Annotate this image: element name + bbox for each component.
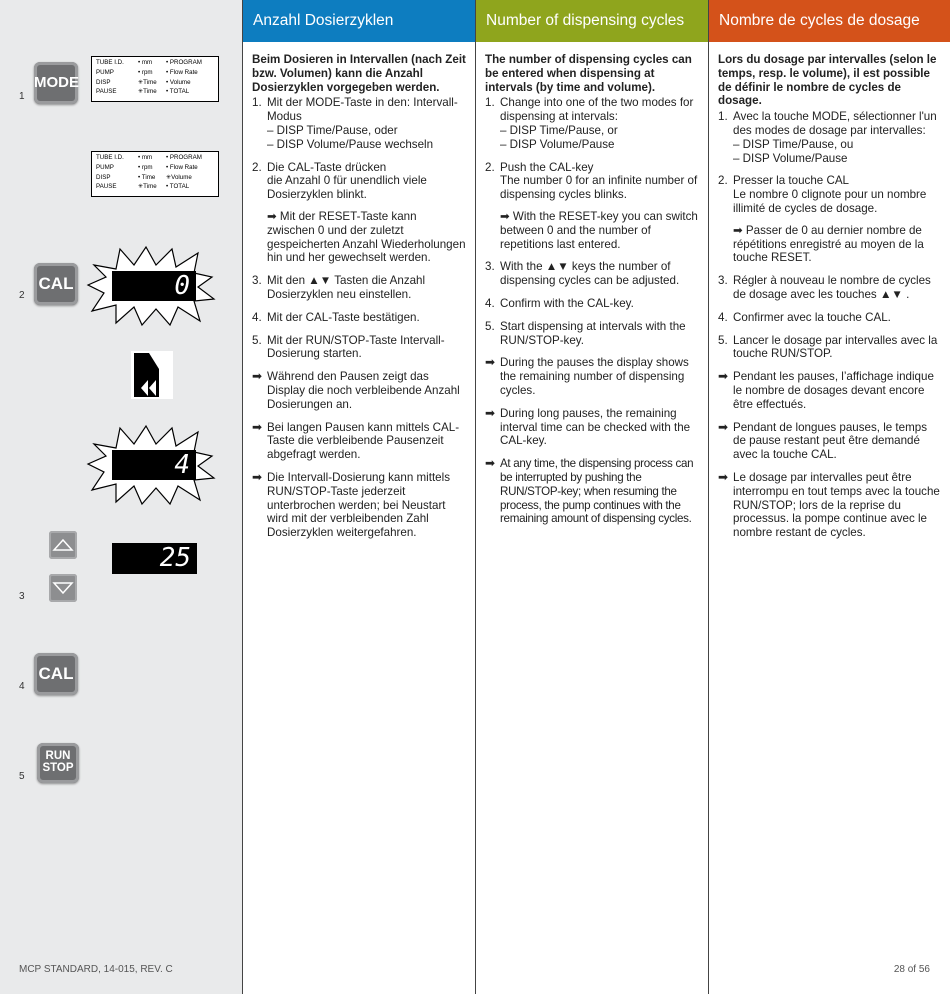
step-2-note: ➡ Mit der RESET-Taste kann zwischen 0 und der zuletzt gespeicherten Anzahl Wiederholungen hin und her gewechselt werden.: [267, 209, 466, 265]
step-text: – DISP Volume/Pause: [733, 151, 848, 165]
note-text: Bei langen Pausen kann mittels CAL-Taste die verbleibende Pausenzeit abgefragt werden.: [267, 420, 460, 462]
row-number-1: 1: [19, 91, 25, 102]
rewind-icon: [131, 351, 173, 399]
row-number-5: 5: [19, 771, 25, 782]
step-text: – DISP Time/Pause, ou: [733, 137, 854, 151]
step-number: 3.: [485, 260, 495, 274]
intro-text: Beim Dosieren in Intervallen (nach Zeit bzw. Volumen) kann die Anzahl Dosierzyklen vorgegeben werden.: [252, 53, 466, 94]
mode-indicator-panel-a: [91, 56, 219, 102]
step-text: – DISP Time/Pause, oder: [267, 123, 398, 137]
note-text: During long pauses, the remaining interval time can be checked with the CAL-key.: [500, 406, 691, 448]
column-french: [708, 0, 950, 994]
step-text: Start dispensing at intervals with the RUN/STOP-key.: [500, 319, 686, 347]
panel-mode: • PROGRAM: [166, 154, 202, 161]
step-text: Confirmer avec la touche CAL.: [733, 310, 891, 324]
step-number: 1.: [485, 96, 495, 110]
step-number: 3.: [718, 274, 728, 288]
step-text: Push the CAL-key: [500, 160, 594, 174]
row-number-2: 2: [19, 290, 25, 301]
step-text: Die CAL-Taste drücken: [267, 160, 387, 174]
cal-key[interactable]: [34, 653, 78, 695]
panel-unit: • rpm: [138, 68, 153, 76]
step-3: [252, 274, 467, 302]
panel-unit: ✳Time: [138, 183, 157, 191]
lcd-display-0: [112, 271, 196, 301]
panel-mode: ✳Volume: [166, 173, 192, 181]
step-3: [485, 260, 700, 288]
step-text: Lancer le dosage par intervalles avec la touche RUN/STOP.: [733, 333, 938, 361]
arrow-right-icon: ➡: [252, 369, 263, 384]
panel-unit: • mm: [138, 59, 153, 66]
triangle-down-icon: [49, 574, 77, 602]
step-number: 1.: [252, 96, 262, 110]
step-number: 2.: [485, 160, 495, 174]
arrow-right-icon: ➡: [485, 405, 496, 420]
panel-mode: • Flow Rate: [166, 163, 198, 171]
lcd-value: 4: [174, 450, 190, 480]
panel-label: DISP: [96, 173, 111, 181]
arrow-right-icon: ➡: [252, 419, 263, 434]
column-title: Nombre de cycles de dosage: [709, 0, 950, 42]
column-title: Anzahl Dosierzyklen: [243, 0, 475, 42]
panel-label: PAUSE: [96, 183, 117, 191]
step-number: 1.: [718, 110, 728, 124]
step-1: [485, 96, 700, 151]
lcd-display-4: [112, 450, 196, 480]
note: [252, 471, 467, 540]
note-text: Während den Pausen zeigt das Display die noch verbleibende Anzahl Dosierungen an.: [267, 370, 460, 411]
note: [718, 471, 942, 540]
step-5: [252, 334, 467, 362]
step-number: 3.: [252, 274, 262, 288]
step-4: [718, 311, 942, 325]
step-text: Mit der MODE-Taste in den: Intervall-Modus: [267, 96, 458, 124]
note-text: During the pauses the display shows the remaining number of dispensing cycles.: [500, 356, 689, 397]
column-title: Number of dispensing cycles: [476, 0, 708, 42]
step-number: 4.: [485, 296, 495, 310]
cal-key-label: CAL: [38, 274, 74, 293]
note: [252, 370, 467, 411]
step-text: The number 0 for an infinite number of dispensing cycles blinks.: [500, 174, 698, 202]
note: [485, 407, 700, 448]
step-text: Régler à nouveau le nombre de cycles de dosage avec les touches ▲▼ .: [733, 274, 931, 301]
arrow-right-icon: ➡: [485, 456, 495, 471]
panel-mode: • Flow Rate: [166, 68, 198, 76]
step-2: [485, 161, 700, 202]
intro-text: Lors du dosage par intervalles (selon le temps, resp. le volume), il est possible de définir le nombre de cycles de dosage.: [718, 53, 937, 108]
arrow-right-icon: ➡: [485, 355, 496, 370]
note-text: Pendant les pauses, l’affichage indique le nombre de dosages devant encore être effectués.: [733, 370, 934, 411]
step-5: [485, 320, 700, 348]
column-english: [475, 0, 708, 994]
note: [252, 421, 467, 462]
arrow-right-icon: ➡: [252, 469, 263, 484]
note: [718, 421, 942, 462]
step-text: die Anzahl 0 für unendlich viele Dosierzyklen blinkt.: [267, 174, 427, 202]
step-text: Avec la touche MODE, sélectionner l'un des modes de dosage par intervalles:: [733, 110, 937, 137]
panel-label: PUMP: [96, 163, 114, 171]
lcd-value: 0: [174, 271, 190, 301]
panel-unit: • rpm: [138, 163, 153, 171]
mode-key-label: MODE: [34, 74, 79, 91]
row-number-3: 3: [19, 591, 25, 602]
step-number: 5.: [485, 319, 495, 333]
panel-mode: • PROGRAM: [166, 59, 202, 66]
down-key[interactable]: [49, 574, 77, 602]
step-text: Confirm with the CAL-key.: [500, 296, 634, 310]
step-2: [252, 161, 467, 202]
step-text: With the ▲▼ keys the number of dispensing cycles can be adjusted.: [500, 260, 680, 288]
panel-unit: • mm: [138, 154, 153, 161]
page-number: 28 of 56: [893, 964, 930, 975]
cal-key[interactable]: [34, 263, 78, 305]
cal-key-label: CAL: [38, 664, 74, 683]
step-2-note: ➡ Passer de 0 au dernier nombre de répétitions enregistré au moyen de la touche RESET.: [733, 223, 924, 265]
panel-label: PAUSE: [96, 88, 117, 96]
column-german: [242, 0, 475, 994]
step-text: Mit der RUN/STOP-Taste Intervall-Dosierung starten.: [267, 333, 445, 361]
step-text: Mit den ▲▼ Tasten die Anzahl Dosierzyklen neu einstellen.: [267, 274, 426, 301]
illustration-sidebar: [0, 0, 242, 994]
panel-label: DISP: [96, 78, 111, 86]
note: [485, 457, 700, 526]
note-text: Pendant de longues pauses, le temps de pause restant peut être demandé avec la touche CAL.: [733, 420, 928, 462]
step-text: Presser la touche CAL: [733, 174, 849, 188]
arrow-right-icon: ➡: [718, 469, 729, 484]
step-text: Change into one of the two modes for dispensing at intervals:: [500, 96, 694, 124]
lcd-value: 25: [159, 543, 191, 573]
arrow-right-icon: ➡: [718, 419, 729, 434]
step-1: [252, 96, 467, 151]
note: [485, 356, 700, 397]
triangle-up-icon: [49, 531, 77, 559]
panel-label: TUBE I.D.: [96, 59, 124, 66]
step-2-note: ➡ With the RESET-key you can switch between 0 and the number of repetitions last entered.: [500, 209, 698, 251]
note-text: Le dosage par intervalles peut être interrompu en tout temps avec la touche RUN/STOP; lors de la reprise du processus. la pompe continue avec le nombre restant de cycles.: [733, 470, 940, 540]
run-stop-key[interactable]: [37, 743, 79, 783]
mode-indicator-panel-b: [91, 151, 219, 197]
step-4: [485, 297, 700, 311]
mode-key[interactable]: [34, 62, 78, 104]
arrow-right-icon: ➡: [718, 369, 729, 384]
panel-unit: ✳Time: [138, 88, 157, 96]
document-footer: MCP STANDARD, 14-015, REV. C: [19, 964, 173, 975]
note-text: At any time, the dispensing process can be interrupted by pushing the RUN/STOP-key; when resuming the process, the pump continues with the remaining amount of dispensing cycles.: [500, 457, 694, 526]
note: [718, 370, 942, 411]
lcd-display-25: [112, 543, 197, 574]
panel-mode: • TOTAL: [166, 183, 190, 191]
step-number: 5.: [252, 333, 262, 347]
intro-text: The number of dispensing cycles can be entered when dispensing at intervals (by time and volume).: [485, 53, 692, 94]
run-label: RUN: [45, 750, 71, 762]
reset-key[interactable]: [131, 351, 173, 399]
up-key[interactable]: [49, 531, 77, 559]
step-3: [718, 274, 942, 302]
step-4: [252, 311, 467, 325]
panel-mode: • TOTAL: [166, 88, 190, 96]
stop-label: STOP: [42, 762, 74, 774]
panel-unit: ✳Time: [138, 78, 157, 86]
step-number: 2.: [252, 160, 262, 174]
step-text: – DISP Time/Pause, or: [500, 123, 618, 137]
row-number-4: 4: [19, 681, 25, 692]
step-text: Mit der CAL-Taste bestätigen.: [267, 310, 420, 324]
panel-label: TUBE I.D.: [96, 154, 124, 161]
step-1: [718, 110, 942, 165]
step-2: [718, 174, 942, 215]
step-5: [718, 334, 942, 362]
panel-mode: • Volume: [166, 78, 191, 86]
step-number: 4.: [252, 310, 262, 324]
step-text: Le nombre 0 clignote pour un nombre illimité de cycles de dosage.: [733, 188, 927, 215]
step-text: – DISP Volume/Pause wechseln: [267, 137, 434, 151]
step-number: 5.: [718, 333, 728, 347]
note-text: Die Intervall-Dosierung kann mittels RUN/STOP-Taste jederzeit unterbrochen werden; bei Neustart wird mit der verbleibenden Zahl Dosierzyklen weitergefahren.: [267, 470, 450, 540]
panel-unit: • Time: [138, 173, 156, 181]
step-number: 4.: [718, 310, 728, 324]
step-text: – DISP Volume/Pause: [500, 137, 615, 151]
step-number: 2.: [718, 174, 728, 188]
panel-label: PUMP: [96, 68, 114, 76]
